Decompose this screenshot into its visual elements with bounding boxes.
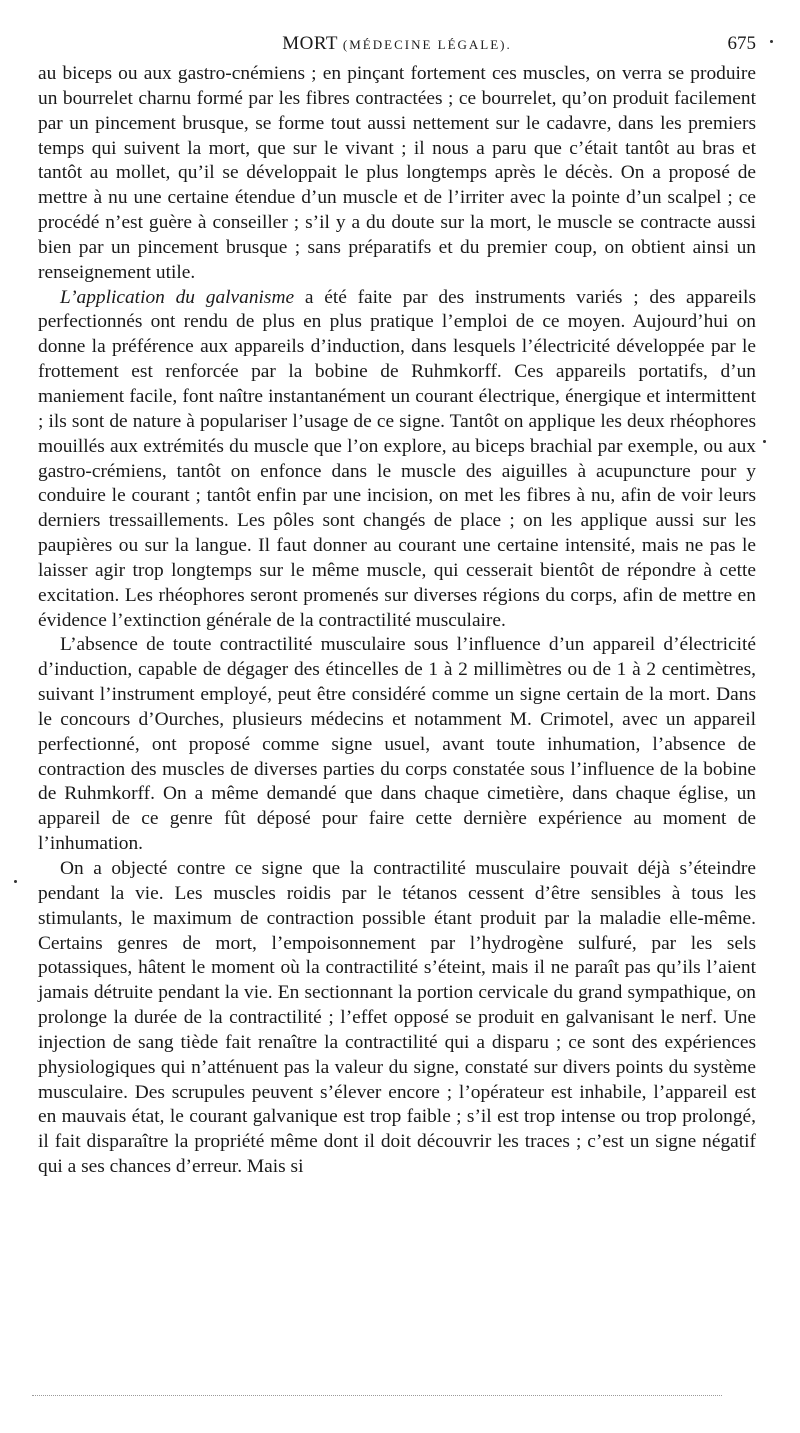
paragraph-lead-italic: L’application du galvanisme [60, 286, 295, 308]
paragraph-galvanism [38, 286, 756, 634]
running-title-sub: (MÉDECINE LÉGALE). [342, 37, 512, 52]
paragraph-absence: L’absence de toute contractilité musculaire sous l’influence d’un appareil d’électricité d’induction, capable de dégager des étincelles de 1 à 2 millimètres ou de 1 à 2 centimètres, suivant l’instrument employé, peut être considéré comme un signe certain de la mort. Dans le concours d’Ourches, plusieurs médecins et notamment M. Crimotel, avec un appareil perfectionné, ont proposé comme signe usuel, avant toute inhumation, l’absence de contraction des muscles de diverses parties du corps constatée sous l’influence de la bobine de Ruhmkorff. On a même demandé que dans chaque cimetière, dans chaque église, un appareil de ce genre fût déposé pour faire cette dernière expérience au moment de l’inhumation. [38, 634, 756, 855]
running-title-main: MORT [282, 33, 338, 54]
paragraph-objection: On a objecté contre ce signe que la contractilité musculaire pouvait déjà s’éteindre pendant la vie. Les muscles roidis par le tétanos cessent d’être sensibles à tous les stimulants, le maximum de contraction possible étant produit par la maladie elle-même. Certains genres de mort, l’empoisonnement par l’hydrogène sulfuré, par les sels potassiques, hâtent le moment où la contractilité s’éteint, mais il ne paraît pas qu’ils l’aient jamais détruite pendant la vie. En sectionnant la portion cervicale du grand sympathique, on prolonge la durée de la contractilité ; l’effet opposé se produit en galvanisant le nerf. Une injection de sang tiède fait renaître la contractilité qui a disparu ; ce sont des expériences physiologiques qui n’atténuent pas la valeur du signe, constaté sur divers points du système musculaire. Des scrupules peuvent s’élever encore ; l’opérateur est inhabile, l’appareil est en mauvais état, le courant galvanique est trop faible ; s’il est trop intense ou trop prolongé, il fait disparaître la propriété même dont il doit découvrir les traces ; c’est un signe négatif qui a ses chances d’erreur. Mais si [38, 858, 756, 1178]
footer-rule [32, 1395, 722, 1396]
page-number: 675 [727, 33, 756, 54]
running-head [38, 30, 756, 58]
margin-speck [763, 440, 766, 443]
body-text [38, 62, 756, 1180]
running-title [38, 30, 756, 59]
paragraph-galvanism-text: a été faite par des instruments variés ; des appareils perfectionnés ont rendu de plus en plus pratique l’emploi de ce moyen. Aujourd’hui on donne la préférence aux appareils d’induction, dans lesquels l’électricité développée par le frottement est renforcée par la bobine de Ruhmkorff. Ces appareils portatifs, d’un maniement facile, font naître instantanément un courant électrique, énergique et intermittent ; ils sont de nature à populariser l’usage de ce signe. Tantôt on applique les deux rhéophores mouillés aux extrémités du muscle que l’on explore, au biceps brachial par exemple, ou aux gastro-crémiens, tantôt on enfonce dans le muscle des aiguilles à acupuncture pour y conduire le courant ; tantôt enfin par une incision, on met les fibres à nu, afin de voir leurs derniers tressaillements. Les pôles sont changés de place ; on les applique aussi sur les paupières ou sur la langue. Il faut donner au courant une certaine intensité, mais ne pas le laisser agir trop longtemps sur le même muscle, qui cesserait bientôt de répondre à cette excitation. Les rhéophores seront promenés sur diverses régions du corps, afin de mettre en évidence l’extinction générale de la contractilité musculaire. [38, 286, 756, 631]
margin-speck [14, 880, 17, 883]
paragraph-continuation: au biceps ou aux gastro-cnémiens ; en pinçant fortement ces muscles, on verra se produire un bourrelet charnu formé par les fibres contractées ; ce bourrelet, qu’on produit facilement par un pincement brusque, se forme tout aussi nettement sur le cadavre, dans les premiers temps qui suivent la mort, que sur le vivant ; il nous a paru que c’était tantôt au bras et tantôt au mollet, qu’il se développait le plus longtemps après le décès. On a proposé de mettre à nu une certaine étendue d’un muscle et de l’irriter avec la pointe d’un scalpel ; ce procédé n’est guère à conseiller ; s’il y a du doute sur la mort, le muscle se contracte aussi bien par un pincement brusque ; sans préparatifs et du premier coup, on obtient ainsi un renseignement utile. [38, 63, 756, 283]
margin-speck [770, 40, 773, 43]
